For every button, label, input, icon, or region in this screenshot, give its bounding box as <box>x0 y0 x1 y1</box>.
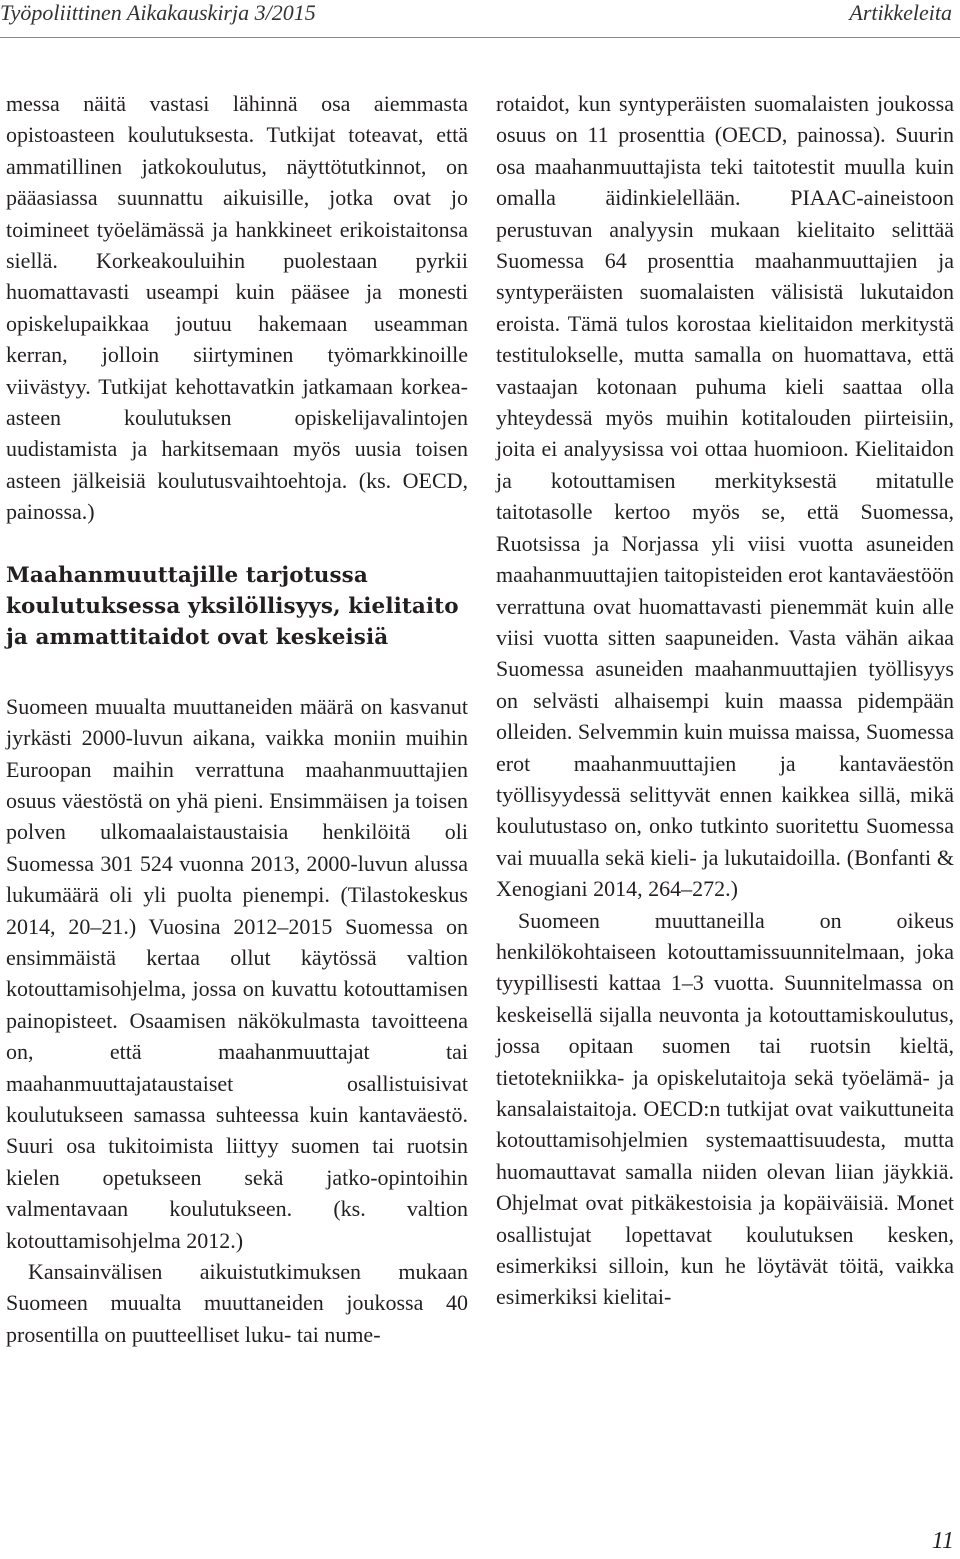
body-paragraph: Kansainvälisen aikuistutkimuksen mukaan Suomeen muualta muuttaneiden joukossa 40 prosentilla on puutteelliset luku- tai nume- <box>6 1259 468 1347</box>
journal-title: Työpoliittinen Aikakauskirja 3/2015 <box>0 0 316 25</box>
section-heading: Maahanmuuttajille tarjotussa koulutuksessa yksilöllisyys, kielitaito ja ammattitaidot ovat keskeisiä <box>6 562 459 650</box>
page-number: 11 <box>931 1528 954 1554</box>
body-paragraph: rotaidot, kun syntyperäisten suomalaisten joukossa osuus on 11 prosenttia (OECD, painossa). Suurin osa maahanmuuttajista teki taitotestit muulla kuin omalla äidinkielellään. PIAAC-aineistoon perustuvan analyysin mukaan kielitaito selittää Suomessa 64 prosenttia maahanmuuttajien ja syntyperäisten suomalaisten välisistä lukutaidon eroista. Tämä tulos korostaa kielitaidon merkitystä testitulokselle, mutta samalla on huomattava, että vastaajan kotonaan puhuma kieli saattaa olla yhteydessä myös muihin kotitalouden piirteisiin, joita ei analyysissa voi ottaa huomioon. Kielitaidon ja kotouttamisen merkityksestä mitatulle taitotasolle kertoo myös se, että Suomessa, Ruotsissa ja Norjassa yli viisi vuotta asuneiden maahanmuuttajien taitopisteiden erot kantaväestöön verrattuna ovat huomattavasti pienemmät kuin alle viisi vuotta sitten saapuneiden. Vasta vähän aikaa Suomessa asuneiden maahanmuuttajien työllisyys on selvästi alhaisempi kuin maassa pidempään olleiden. Selvemmin kuin muissa maissa, Suomessa erot maahanmuuttajien ja kantaväestön työllisyydessä selittyvät ennen kaikkea sillä, mikä koulutustaso on, onko tutkinto suoritettu Suomessa vai muualla sekä kieli- ja lukutaidoilla. (Bonfanti & Xenogiani 2014, 264–272.) <box>496 91 954 902</box>
right-column <box>496 88 954 1313</box>
header-divider <box>0 37 960 38</box>
body-paragraph: Suomeen muualta muuttaneiden määrä on kasvanut jyrkästi 2000-luvun aikana, vaikka moniin muihin Euroopan maihin verrattuna maahanmuuttajien osuus väestöstä on yhä pieni. Ensimmäisen ja toisen polven ulkomaalaistaustaisia henkilöitä oli Suomessa 301 524 vuonna 2013, 2000-luvun alussa lukumäärä oli yli puolta pienempi. (Tilastokeskus 2014, 20–21.) Vuosina 2012–2015 Suomessa on ensimmäistä kertaa ollut käytössä valtion kotouttamisohjelma, jossa on kuvattu kotouttamisen painopisteet. Osaamisen näkökulmasta tavoitteena on, että maahanmuuttajat tai maahanmuuttajataustaiset osallistuisivat koulutukseen samassa suhteessa kuin kantaväestö. Suuri osa tukitoimista liittyy suomen tai ruotsin kielen opetukseen sekä jatko-opintoihin valmentavaan koulutukseen. (ks. valtion kotouttamisohjelma 2012.) <box>6 693 468 1253</box>
running-header <box>0 0 960 30</box>
intro-paragraph: messa näitä vastasi lähinnä osa aiemmasta opistoasteen koulutuksesta. Tutkijat toteavat, että ammatillinen jatkokoulutus, näyttötutkinnot, on pääasiassa suunnattu aikuisille, jotka ovat jo toimineet työelämässä ja hankkineet erikoistaitonsa siellä. Korkeakouluihin puolestaan pyrkii huomattavasti useampi kuin pääsee ja monesti opiskelupaikkaa joutuu hakemaan useamman kerran, jolloin siirtyminen työmarkkinoille viivästyy. Tutkijat kehottavatkin jatkamaan korkea-asteen koulutuksen opiskelijavalintojen uudistamista ja harkitsemaan myös uusia toisen asteen jälkeisiä koulutusvaihtoehtoja. (ks. OECD, painossa.) <box>6 91 468 525</box>
left-column <box>6 88 468 1350</box>
body-paragraph: Suomeen muuttaneilla on oikeus henkilökohtaiseen kotouttamissuunnitelmaan, joka tyypillisesti kattaa 1–3 vuotta. Suunnitelmassa on keskeisellä sijalla neuvonta ja kotouttamiskoulutus, jossa opitaan suomen tai ruotsin kieltä, tietotekniikka- ja opiskelutaitoja sekä työelämä- ja kansalaistaitoja. OECD:n tutkijat ovat vaikuttuneita kotouttamisohjelmien systemaattisuudesta, mutta huomauttavat samalla niiden olevan liian jäykkiä. Ohjelmat ovat pitkäkestoisia ja kopäiväisiä. Monet osallistujat lopettavat koulutuksen kesken, esimerkiksi silloin, kun he löytävät töitä, vaikka esimerkiksi kielitai- <box>496 907 954 1310</box>
section-name: Artikkeleita <box>849 0 952 25</box>
